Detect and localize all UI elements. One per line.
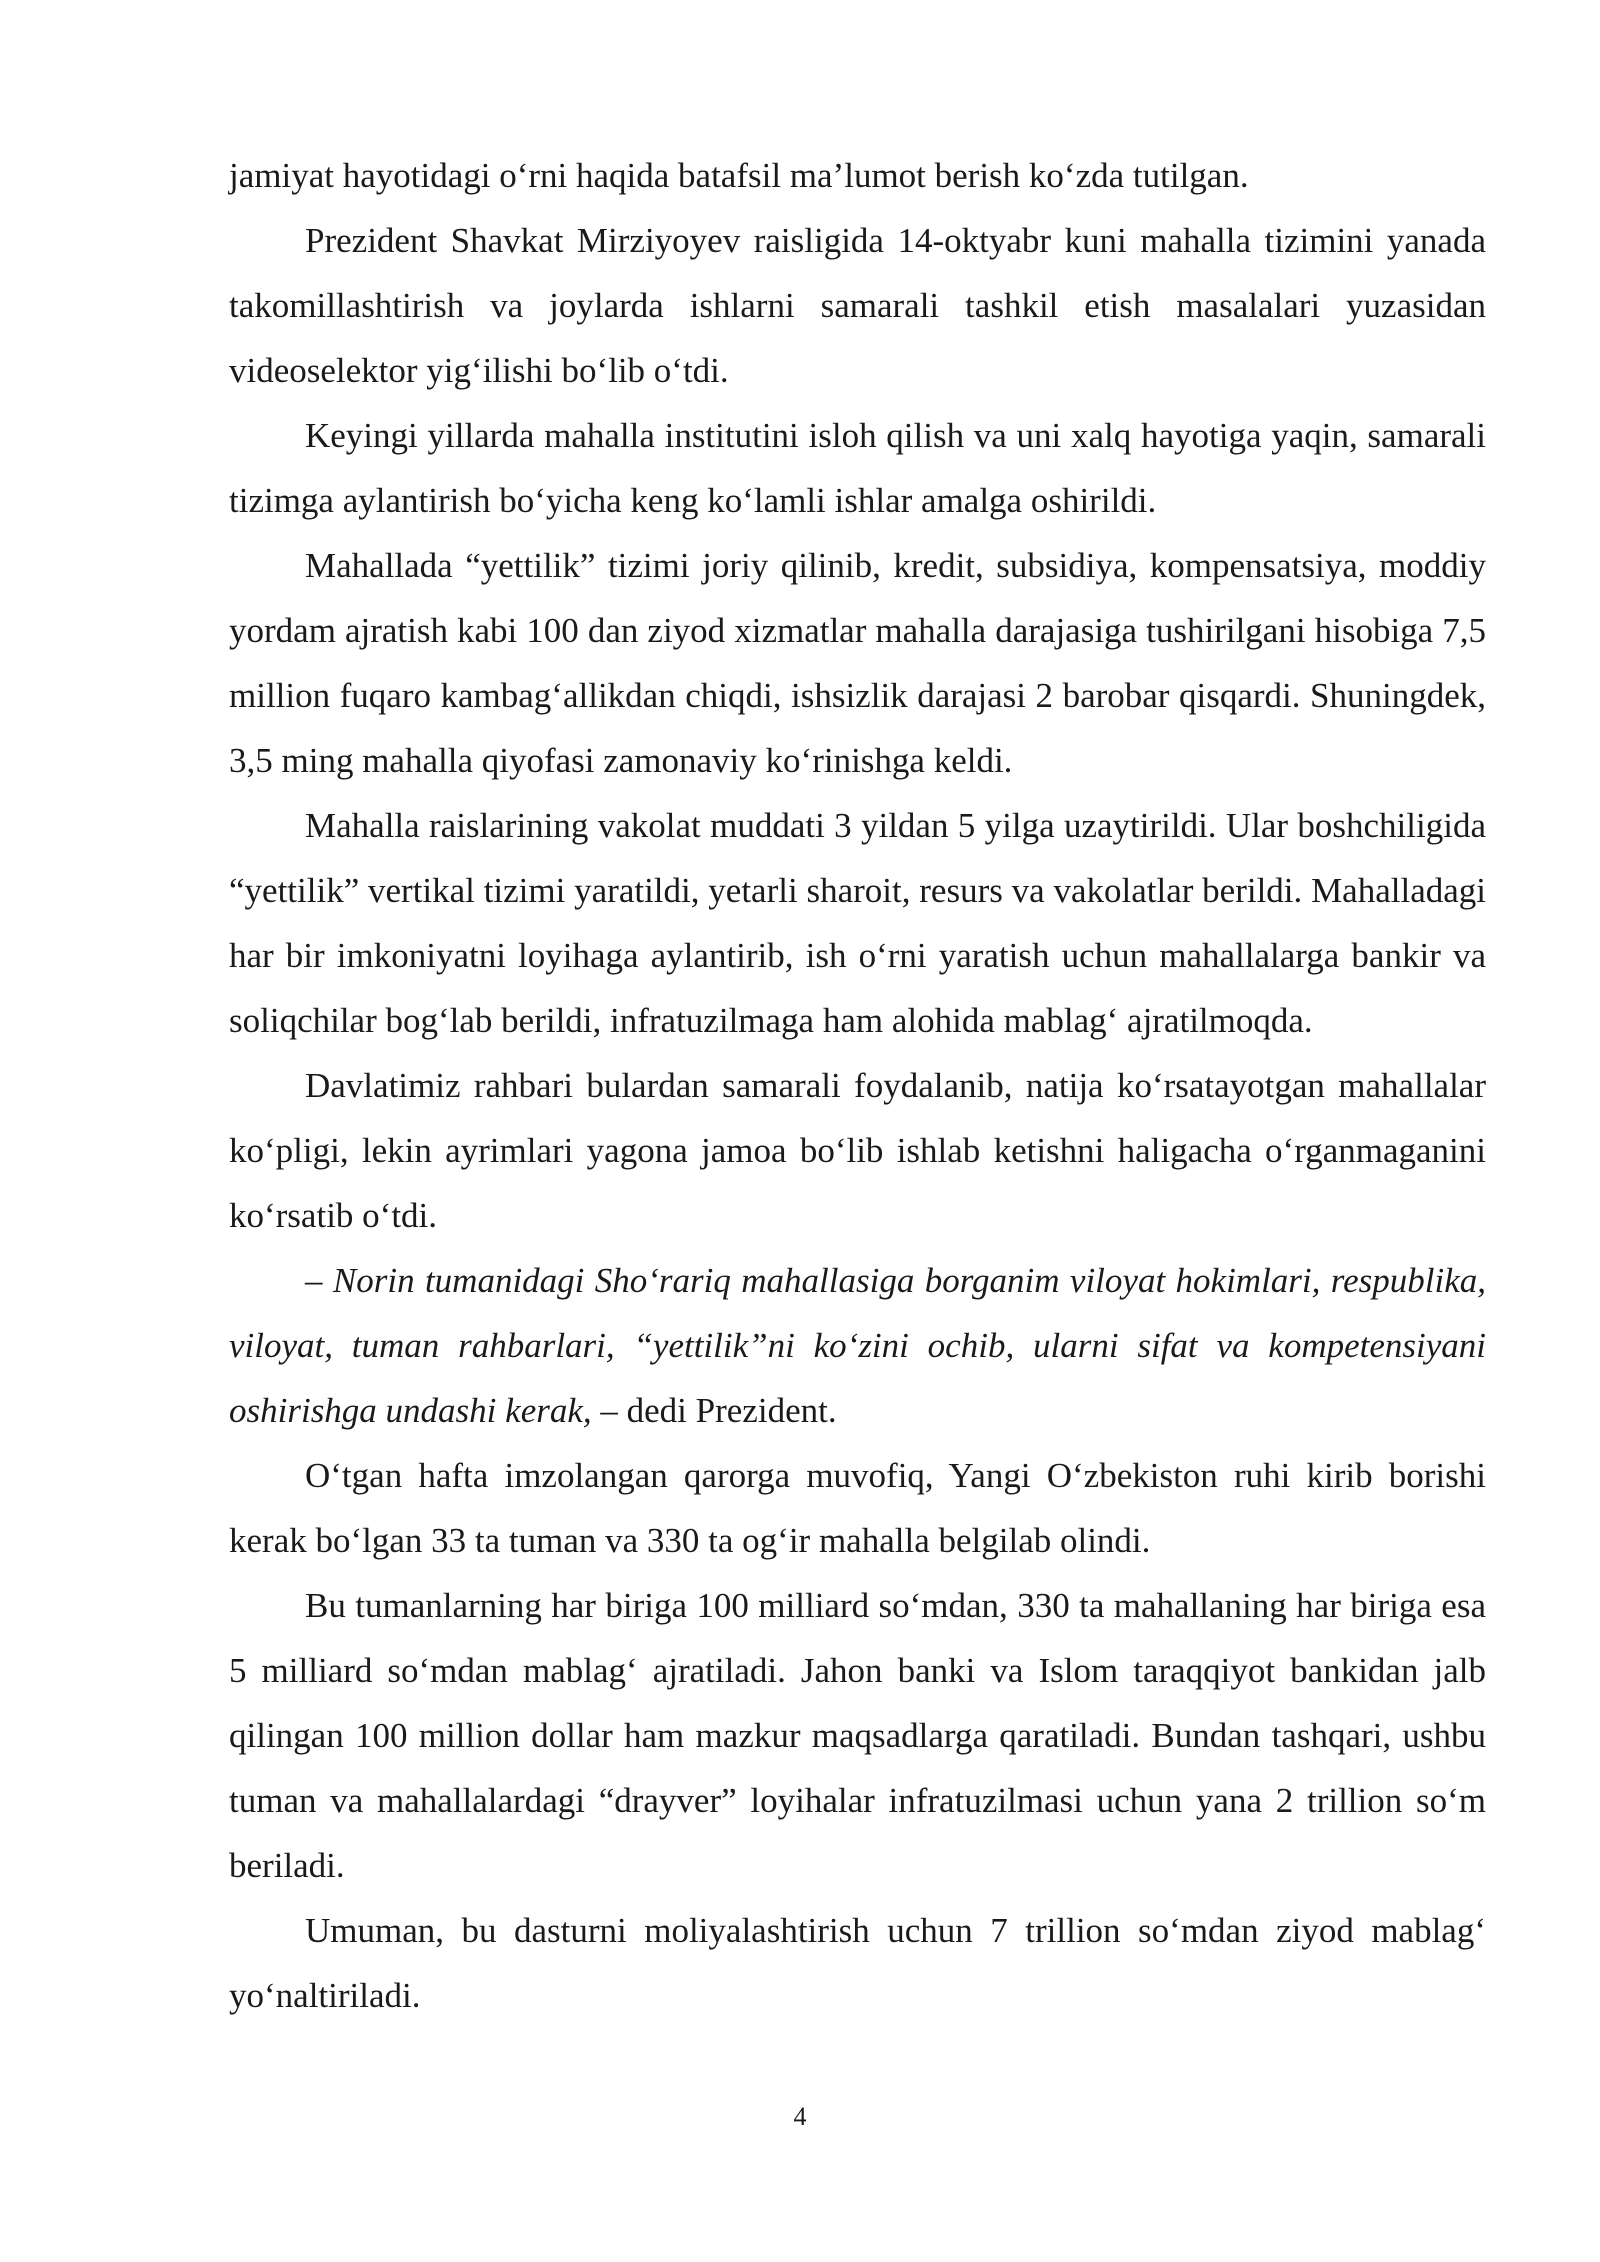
paragraph-president-remarks: Davlatimiz rahbari bulardan samarali foydalanib, natija ko‘rsatayotgan mahallalar ko‘pligi, lekin ayrimlari yagona jamoa bo‘lib ishlab ketishni haligacha o‘rganmaganini ko‘rsatib o‘tdi. [229, 1066, 1486, 1235]
paragraph-term-extension: Mahalla raislarining vakolat muddati 3 yildan 5 yilga uzaytirildi. Ular boshchiligida “yettilik” vertikal tizimi yaratildi, yetarli sharoit, resurs va vakolatlar berildi. Mahalladagi har bir imkoniyatni loyihaga aylantirib, ish o‘rni yaratish uchun mahallalarga bankir va soliqchilar bog‘lab berildi, infratuzilmaga ham alohida mablag‘ ajratilmoqda. [229, 806, 1486, 1040]
paragraph-mahalla-reform: Keyingi yillarda mahalla institutini isloh qilish va uni xalq hayotiga yaqin, samarali tizimga aylantirish bo‘yicha keng ko‘lamli ishlar amalga oshirildi. [229, 416, 1486, 520]
paragraph-continuation: jamiyat hayotidagi o‘rni haqida batafsil ma’lumot berish ko‘zda tutilgan. [229, 156, 1249, 195]
document-body [229, 143, 1486, 2028]
paragraph-videoselector-meeting: Prezident Shavkat Mirziyoyev raisligida 14-oktyabr kuni mahalla tizimini yanada takomillashtirish va joylarda ishlarni samarali tashkil etish masalalari yuzasidan videoselektor yig‘ilishi bo‘lib o‘tdi. [229, 221, 1486, 390]
paragraph-yettilik-system: Mahallada “yettilik” tizimi joriy qilinib, kredit, subsidiya, kompensatsiya, moddiy yordam ajratish kabi 100 dan ziyod xizmatlar mahalla darajasiga tushirilgani hisobiga 7,5 million fuqaro kambag‘allikdan chiqdi, ishsizlik darajasi 2 barobar qisqardi. Shuningdek, 3,5 ming mahalla qiyofasi zamonaviy ko‘rinishga keldi. [229, 546, 1486, 780]
paragraph-funding: Bu tumanlarning har biriga 100 milliard so‘mdan, 330 ta mahallaning har biriga esa 5 milliard so‘mdan mablag‘ ajratiladi. Jahon banki va Islom taraqqiyot bankidan jalb qilingan 100 million dollar ham mazkur maqsadlarga qaratiladi. Bundan tashqari, ushbu tuman va mahallalardagi “drayver” loyihalar infratuzilmasi uchun yana 2 trillion so‘m beriladi. [229, 1586, 1486, 1885]
paragraph-resolution: O‘tgan hafta imzolangan qarorga muvofiq, Yangi O‘zbekiston ruhi kirib borishi kerak bo‘lgan 33 ta tuman va 330 ta og‘ir mahalla belgilab olindi. [229, 1456, 1486, 1560]
paragraph-president-quote [229, 1248, 1486, 1443]
quote-text: – Norin tumanidagi Sho‘rariq mahallasiga borganim viloyat hokimlari, respublika, viloyat, tuman rahbarlari, “yettilik”ni ko‘zini ochib, ularni sifat va kompetensiyani oshirishga undashi kerak, [229, 1261, 1486, 1430]
page-number: 4 [793, 2102, 807, 2131]
quote-attribution: – dedi Prezident. [591, 1391, 837, 1430]
paragraph-total-funding: Umuman, bu dasturni moliyalashtirish uchun 7 trillion so‘mdan ziyod mablag‘ yo‘naltiriladi. [229, 1911, 1486, 2015]
